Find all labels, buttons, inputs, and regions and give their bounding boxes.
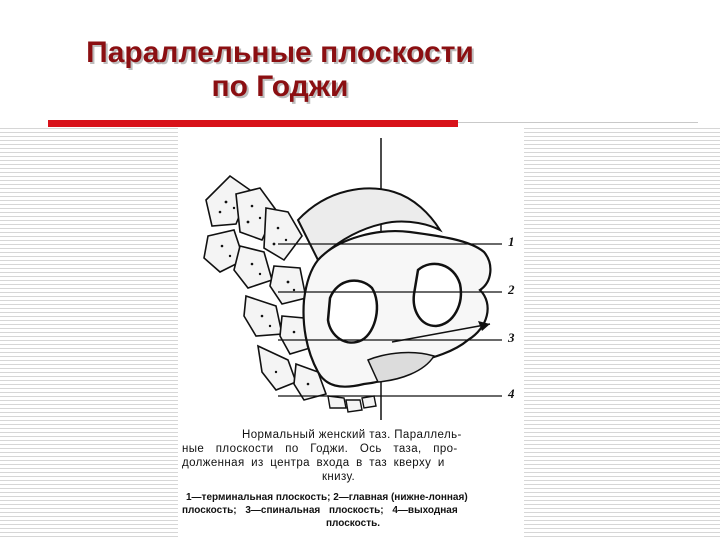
background-stripes-right bbox=[524, 128, 720, 540]
plane-number-3: 3 bbox=[508, 330, 515, 345]
legend-line-3: плоскость. bbox=[326, 518, 381, 529]
plane-number-1: 1 bbox=[508, 234, 515, 249]
slide-title bbox=[60, 36, 500, 104]
caption-line-2: ные плоскости по Годжи. Ось таза, про- bbox=[182, 443, 458, 455]
obturator-foramen-left bbox=[328, 281, 377, 343]
plane-number-2: 2 bbox=[508, 282, 515, 297]
caption-line-3: долженная из центра входа в таз кверху и bbox=[182, 457, 445, 469]
ischial-ramus bbox=[368, 353, 434, 382]
plane-number-4: 4 bbox=[508, 386, 515, 401]
background-stripes-left bbox=[0, 128, 178, 540]
slide-title-line-1: Параллельные плоскости bbox=[86, 36, 474, 69]
caption-line-1: Нормальный женский таз. Параллель- bbox=[242, 429, 462, 441]
pelvis-illustration bbox=[178, 128, 524, 540]
caption-line-4: книзу. bbox=[322, 471, 356, 483]
coccyx bbox=[328, 396, 376, 412]
obturator-foramen-right bbox=[414, 264, 461, 326]
title-underline-bar bbox=[48, 120, 458, 127]
pelvis-drawing bbox=[178, 128, 524, 428]
legend-line-1: 1—терминальная плоскость; 2—главная (нижне-лонная) bbox=[186, 492, 468, 503]
title-underline-rule bbox=[458, 122, 698, 123]
legend-line-2: плоскость; 3—спинальная плоскость; 4—выходная bbox=[182, 505, 458, 516]
slide-title-line-2: по Годжи bbox=[211, 70, 349, 103]
